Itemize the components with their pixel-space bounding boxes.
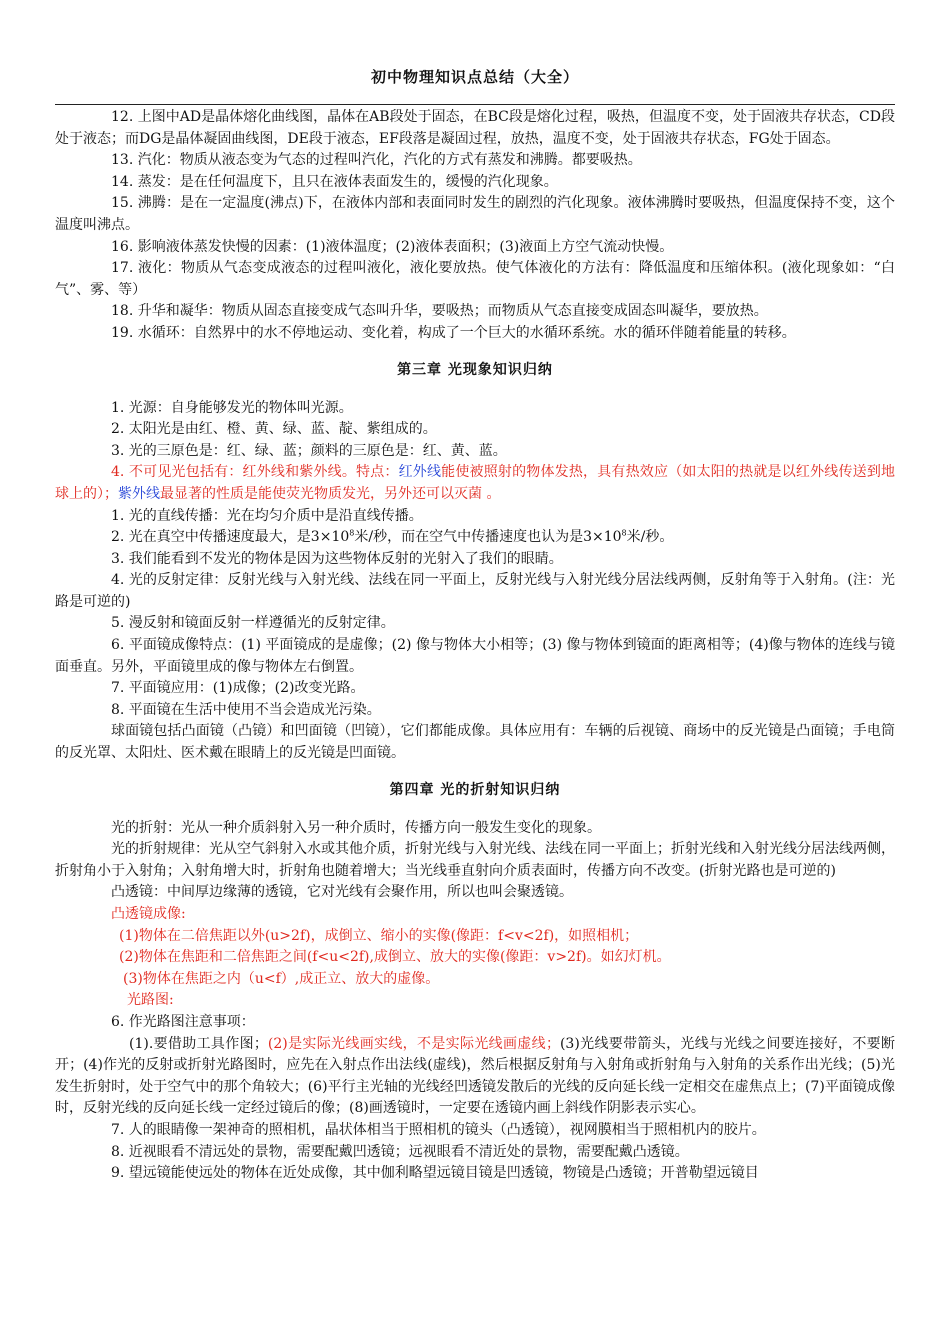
convex-imaging-rule-3: (3)物体在焦距之内（u<f）,成正立、放大的虚像。 (123, 970, 440, 987)
ch3-item-1: 1. 光源：自身能够发光的物体叫光源。 (111, 399, 353, 416)
invisible-light-lead: 4. 不可见光包括有：红外线和紫外线。特点： (111, 464, 399, 481)
ch3-diffuse-reflection: 5. 漫反射和镜面反射一样遵循光的反射定律。 (111, 615, 395, 632)
item-14: 14. 蒸发：是在任何温度下，且只在液体表面发生的，缓慢的汽化现象。 (111, 173, 558, 190)
ch4-item-8: 8. 近视眼看不清远处的景物，需要配戴凹透镜；远视眼看不清近处的景物，需要配戴凸透镜。 (111, 1143, 689, 1160)
drawing-note-rest: (3)光线要带箭头，光线与光线之间要连接好，不要断开；(4)作光的反射或折射光路图时，应先在入射点作出法线(虚线)，然后根据反射角与入射角或折射角与入射角的关系作出光线；(5)光发生折射时，处于空气中的那个角较大；(6)平行主光轴的光线经凹透镜发散后的光线的反向延长线一定相交在虚焦点上；(7)平面镜成像时，反射光线的反向延长线一定经过镜后的像；(8)画透镜时，一定要在透镜内画上斜线作阴影表示实心。 (55, 1035, 895, 1117)
ch4-convex-lens: 凸透镜：中间厚边缘薄的透镜，它对光线有会聚作用，所以也叫会聚透镜。 (111, 884, 573, 901)
ch3-reflection-law: 4. 光的反射定律：反射光线与入射光线、法线在同一平面上，反射光线与入射光线分居法线两侧，反射角等于入射角。(注：光路是可逆的) (55, 572, 895, 610)
ch3-item-4-invisible-light (55, 462, 895, 505)
ch4-item-7: 7. 人的眼睛像一架神奇的照相机，晶状体相当于照相机的镜头（凸透镜），视网膜相当于照相机内的胶片。 (111, 1121, 766, 1138)
ch3-spherical-mirror: 球面镜包括凸面镜（凸镜）和凹面镜（凹镜），它们都能成像。具体应用有：车辆的后视镜、商场中的反光镜是凸面镜；手电筒的反光罩、太阳灶、医术戴在眼睛上的反光镜是凹面镜。 (55, 723, 895, 762)
speed-text-b: 米/秒，而在空气中传播速度也认为是3×10 (354, 529, 622, 546)
ch3-plane-mirror-features: 6. 平面镜成像特点：(1) 平面镜成的是虚像；(2) 像与物体大小相等；(3) 像与物体到镜面的距离相等；(4)像与物体的连线与镜面垂直。另外，平面镜里成的像与物体左右倒置。 (55, 637, 895, 675)
ultraviolet-term: 紫外线 (118, 485, 160, 502)
ch3-light-speed (55, 527, 895, 549)
header-divider (55, 104, 895, 105)
ch4-item-6-title: 6. 作光路图注意事项： (111, 1013, 255, 1030)
ch4-refraction-def: 光的折射：光从一种介质斜射入另一种介质时，传播方向一般发生变化的现象。 (111, 819, 601, 836)
ch3-item-see-objects: 3. 我们能看到不发光的物体是因为这些物体反射的光射入了我们的眼睛。 (111, 550, 563, 567)
light-path-diagram-label: 光路图: (127, 992, 174, 1009)
item-16: 16. 影响液体蒸发快慢的因素：(1)液体温度；(2)液体表面积；(3)液面上方空气流动快慢。 (111, 238, 674, 255)
convex-imaging-rule-1: (1)物体在二倍焦距以外(u>2f)，成倒立、缩小的实像(像距：f<v<2f)，如照相机； (119, 927, 639, 944)
speed-text-c: 米/秒。 (626, 529, 674, 546)
ch3-item-3: 3. 光的三原色是：红、绿、蓝；颜料的三原色是：红、黄、蓝。 (111, 442, 507, 459)
drawing-note-2: (2)是实际光线画实线，不是实际光线画虚线； (267, 1035, 560, 1052)
speed-exponent-1: 8 (349, 528, 355, 538)
ch4-item-9: 9. 望远镜能使远处的物体在近处成像，其中伽利略望远镜目镜是凹透镜，物镜是凸透镜；开普勒望远镜目 (111, 1165, 759, 1182)
speed-exponent-2: 8 (621, 528, 627, 538)
item-15: 15. 沸腾：是在一定温度(沸点)下，在液体内部和表面同时发生的剧烈的汽化现象。液体沸腾时要吸热，但温度保持不变，这个温度叫沸点。 (55, 195, 895, 233)
ultraviolet-desc: 最显著的性质是能使荧光物质发光，另外还可以灭菌 。 (160, 485, 501, 502)
page-header-title: 初中物理知识点总结（大全） (370, 68, 579, 86)
item-18: 18. 升华和凝华：物质从固态直接变成气态叫升华，要吸热；而物质从气态直接变成固态叫凝华，要放热。 (111, 303, 768, 320)
convex-imaging-rule-2: (2)物体在焦距和二倍焦距之间(f<u<2f),成倒立、放大的实像(像距：v>2f)。如幻灯机。 (119, 949, 671, 966)
ch3-light-pollution: 8. 平面镜在生活中使用不当会造成光污染。 (111, 701, 381, 718)
chapter-4-title: 第四章 光的折射知识归纳 (389, 781, 561, 798)
item-19: 19. 水循环：自然界中的水不停地运动、变化着，构成了一个巨大的水循环系统。水的循环伴随着能量的转移。 (111, 324, 796, 341)
speed-text-a: 2. 光在真空中传播速度最大，是3×10 (111, 529, 350, 546)
ch3-linear-propagation: 1. 光的直线传播：光在均匀介质中是沿直线传播。 (111, 507, 423, 524)
ch4-item-6-body (55, 1034, 895, 1120)
chapter-3-title: 第三章 光现象知识归纳 (397, 361, 553, 378)
drawing-note-1: (1).要借助工具作图； (129, 1035, 268, 1052)
item-12: 12. 上图中AD是晶体熔化曲线图，晶体在AB段处于固态，在BC段是熔化过程，吸热，但温度不变，处于固液共存状态，CD段处于液态；而DG是晶体凝固曲线图，DE段于液态，EF段落是凝固过程，放热，温度不变，处于固液共存状态，FG处于固态。 (55, 109, 895, 147)
infrared-term: 红外线 (398, 464, 442, 481)
item-13: 13. 汽化：物质从液态变为气态的过程叫汽化，汽化的方式有蒸发和沸腾。都要吸热。 (111, 152, 642, 169)
infrared-desc: 能使被照射的物体发热，具有热效应（如太阳的热就是以红外线传送到地球上的）； (55, 464, 896, 502)
ch3-item-2: 2. 太阳光是由红、橙、黄、绿、蓝、靛、紫组成的。 (111, 421, 437, 438)
ch4-refraction-law: 光的折射规律：光从空气斜射入水或其他介质，折射光线与入射光线、法线在同一平面上；折射光线和入射光线分居法线两侧，折射角小于入射角；入射角增大时，折射角也随着增大；当光线垂直射向介质表面时，传播方向不改变。(折射光路也是可逆的) (55, 841, 895, 879)
item-17: 17. 液化：物质从气态变成液态的过程叫液化，液化要放热。使气体液化的方法有：降低温度和压缩体积。(液化现象如：“白气”、雾、等） (55, 260, 895, 298)
ch3-plane-mirror-use: 7. 平面镜应用：(1)成像；(2)改变光路。 (111, 680, 365, 697)
convex-imaging-title: 凸透镜成像: (111, 906, 186, 922)
document-body (55, 107, 895, 1185)
